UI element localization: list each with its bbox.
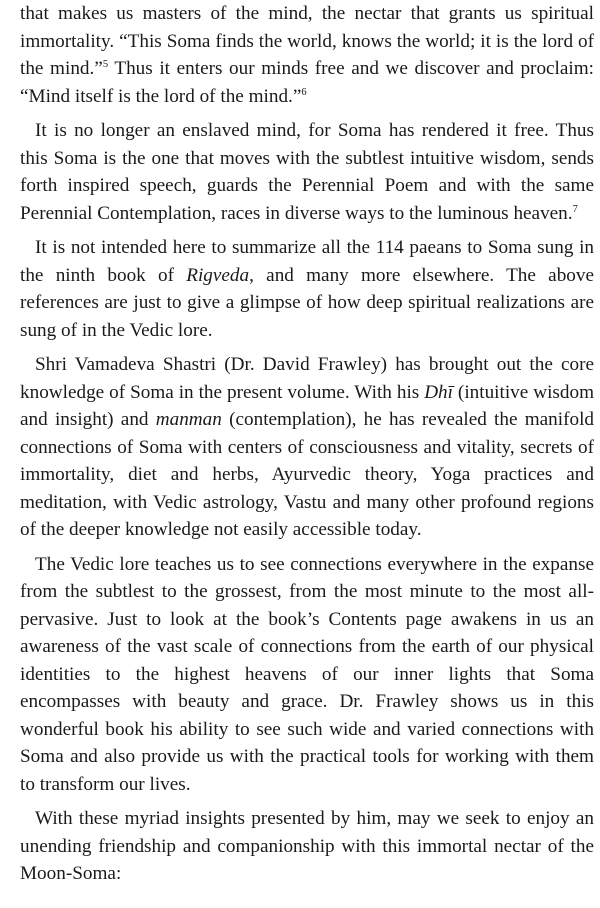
text-segment: The Vedic lore teaches us to see connections everywhere in the expanse from the subtlest to the grossest, from the most minute to the most all-pervasive. Just to look at the book’s Contents page awakens in us an awareness of the vast scale of connections from the earth of our physical identities to the highest heavens of our inner lights that Soma encompasses with beauty and grace. Dr. Frawley shows us in this wonderful book his ability to see such wide and varied connections with Soma and also provide us with the practical tools for working with them to transform our lives. — [20, 553, 594, 795]
text-segment: Thus it enters our minds free and we discover and proclaim: “Mind itself is the lord of the mind.” — [20, 58, 594, 107]
footnote-marker: 5 — [102, 59, 109, 70]
paragraph — [20, 234, 594, 344]
paragraph — [20, 805, 594, 888]
paragraph — [20, 551, 594, 799]
text-segment: Shri Vamadeva Shastri (Dr. David Frawley) has brought out the core knowledge of Soma in the present volume. With his — [20, 354, 594, 403]
footnote-marker: 7 — [572, 203, 578, 215]
text-segment: It is no longer an enslaved mind, for Soma has rendered it free. Thus this Soma is the one that moves with the subtlest intuitive wisdom, sends forth inspired speech, guards the Perennial Poem and with the same Perennial Contemplation, races in diverse ways to the luminous heaven. — [20, 120, 594, 224]
paragraph — [20, 117, 594, 227]
paragraph — [20, 0, 594, 110]
italic-text: manman — [155, 409, 222, 430]
text-segment: (intuitive wisdom and insight) and — [20, 381, 594, 430]
text-segment: (contemplation), he has revealed the manifold connections of Soma with centers of consciousness and vitality, secrets of immortality, diet and herbs, Ayurvedic theory, Yoga practices and meditation, with Vedic astrology, Vastu and many other profound regions of the deeper knowledge not easily accessible today. — [20, 409, 595, 540]
text-segment: It is not intended here to summarize all the 114 paeans to Soma sung in the ninth book of — [20, 237, 594, 286]
text-segment: , and many more elsewhere. The above references are just to give a glimpse of how deep spiritual realizations are sung of in the Vedic lore. — [20, 264, 594, 341]
paragraph — [20, 351, 594, 544]
footnote-marker: 6 — [301, 86, 307, 98]
italic-text: Dhī — [424, 381, 453, 403]
text-segment: that makes us masters of the mind, the nectar that grants us spiritual immortality. “This Soma finds the world, knows the world; it is the lord of the mind.” — [20, 3, 594, 79]
text-segment: With these myriad insights presented by him, may we seek to enjoy an unending friendship and companionship with this immortal nectar of the Moon-Soma: — [20, 808, 594, 884]
italic-text: Rigveda — [186, 264, 250, 286]
document-page — [20, 0, 594, 895]
